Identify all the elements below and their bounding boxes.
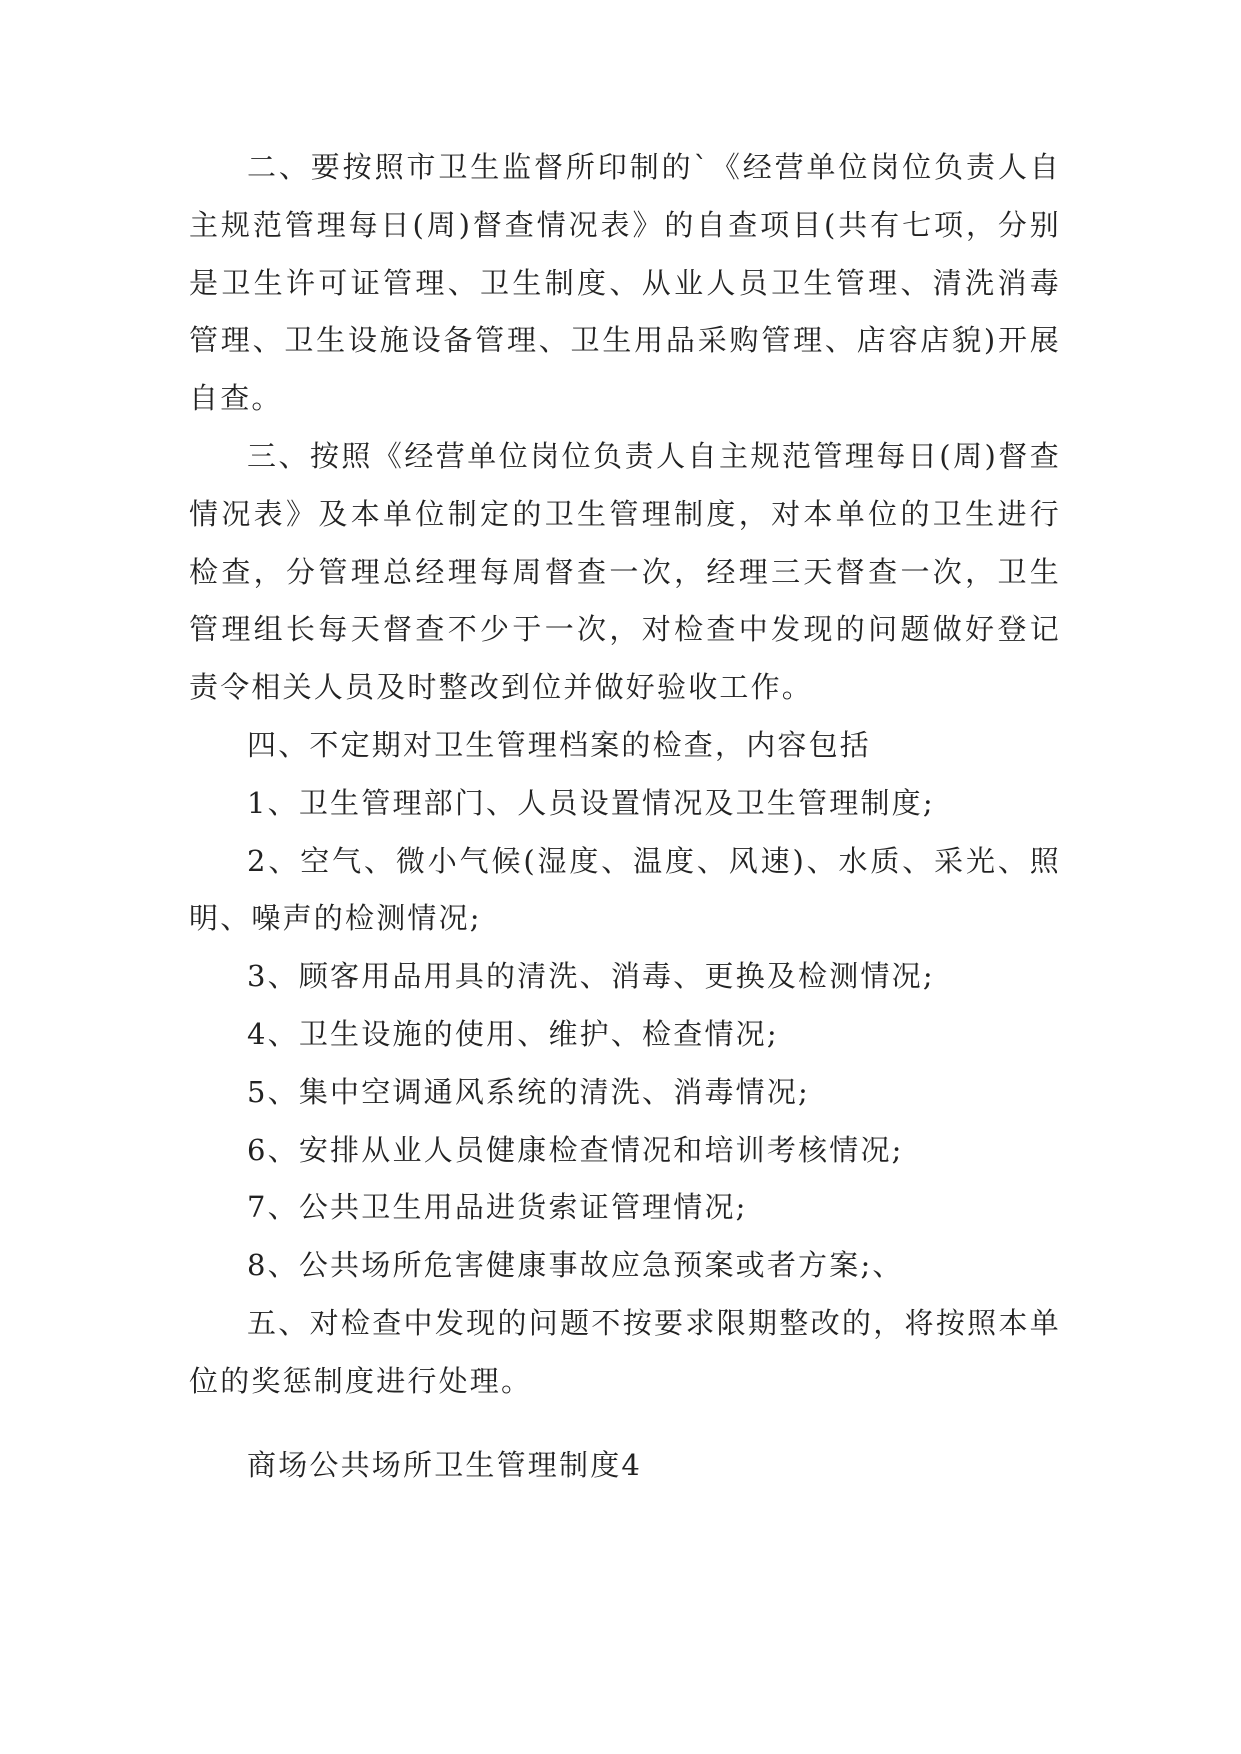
list-item-4: 4、卫生设施的使用、维护、检查情况; [247, 1016, 779, 1051]
paragraph-3: 三、按照《经营单位岗位负责人自主规范管理每日(周)督查情况表》及本单位制定的卫生管理制度，对本单位的卫生进行检查，分管理总经理每周督查一次，经理三天督查一次，卫生管理组长每天督查不少于一次，对检查中发现的问题做好登记责令相关人员及时整改到位并做好验收工作。 [189, 438, 1061, 705]
document-body [189, 139, 1061, 1411]
section-heading: 商场公共场所卫生管理制度4 [247, 1448, 643, 1482]
list-item-5: 5、集中空调通风系统的清洗、消毒情况; [247, 1074, 811, 1109]
paragraph-4: 四、不定期对卫生管理档案的检查，内容包括 [247, 727, 872, 762]
list-item-8: 8、公共场所危害健康事故应急预案或者方案;、 [247, 1248, 904, 1283]
list-item-3: 3、顾客用品用具的清洗、消毒、更换及检测情况; [247, 959, 935, 994]
list-item-2: 2、空气、微小气候(湿度、温度、风速)、水质、采光、照明、噪声的检测情况; [189, 843, 1061, 936]
list-item-1: 1、卫生管理部门、人员设置情况及卫生管理制度; [247, 785, 935, 820]
paragraph-5: 五、对检查中发现的问题不按要求限期整改的，将按照本单位的奖惩制度进行处理。 [189, 1305, 1061, 1398]
list-item-6: 6、安排从业人员健康检查情况和培训考核情况; [247, 1132, 904, 1167]
section-heading-block [189, 1437, 1061, 1495]
list-item-7: 7、公共卫生用品进货索证管理情况; [247, 1190, 748, 1225]
paragraph-2: 二、要按照市卫生监督所印制的`《经营单位岗位负责人自主规范管理每日(周)督查情况表》的自查项目(共有七项，分别是卫生许可证管理、卫生制度、从业人员卫生管理、清洗消毒管理、卫生设施设备管理、卫生用品采购管理、店容店貌)开展自查。 [189, 150, 1061, 416]
